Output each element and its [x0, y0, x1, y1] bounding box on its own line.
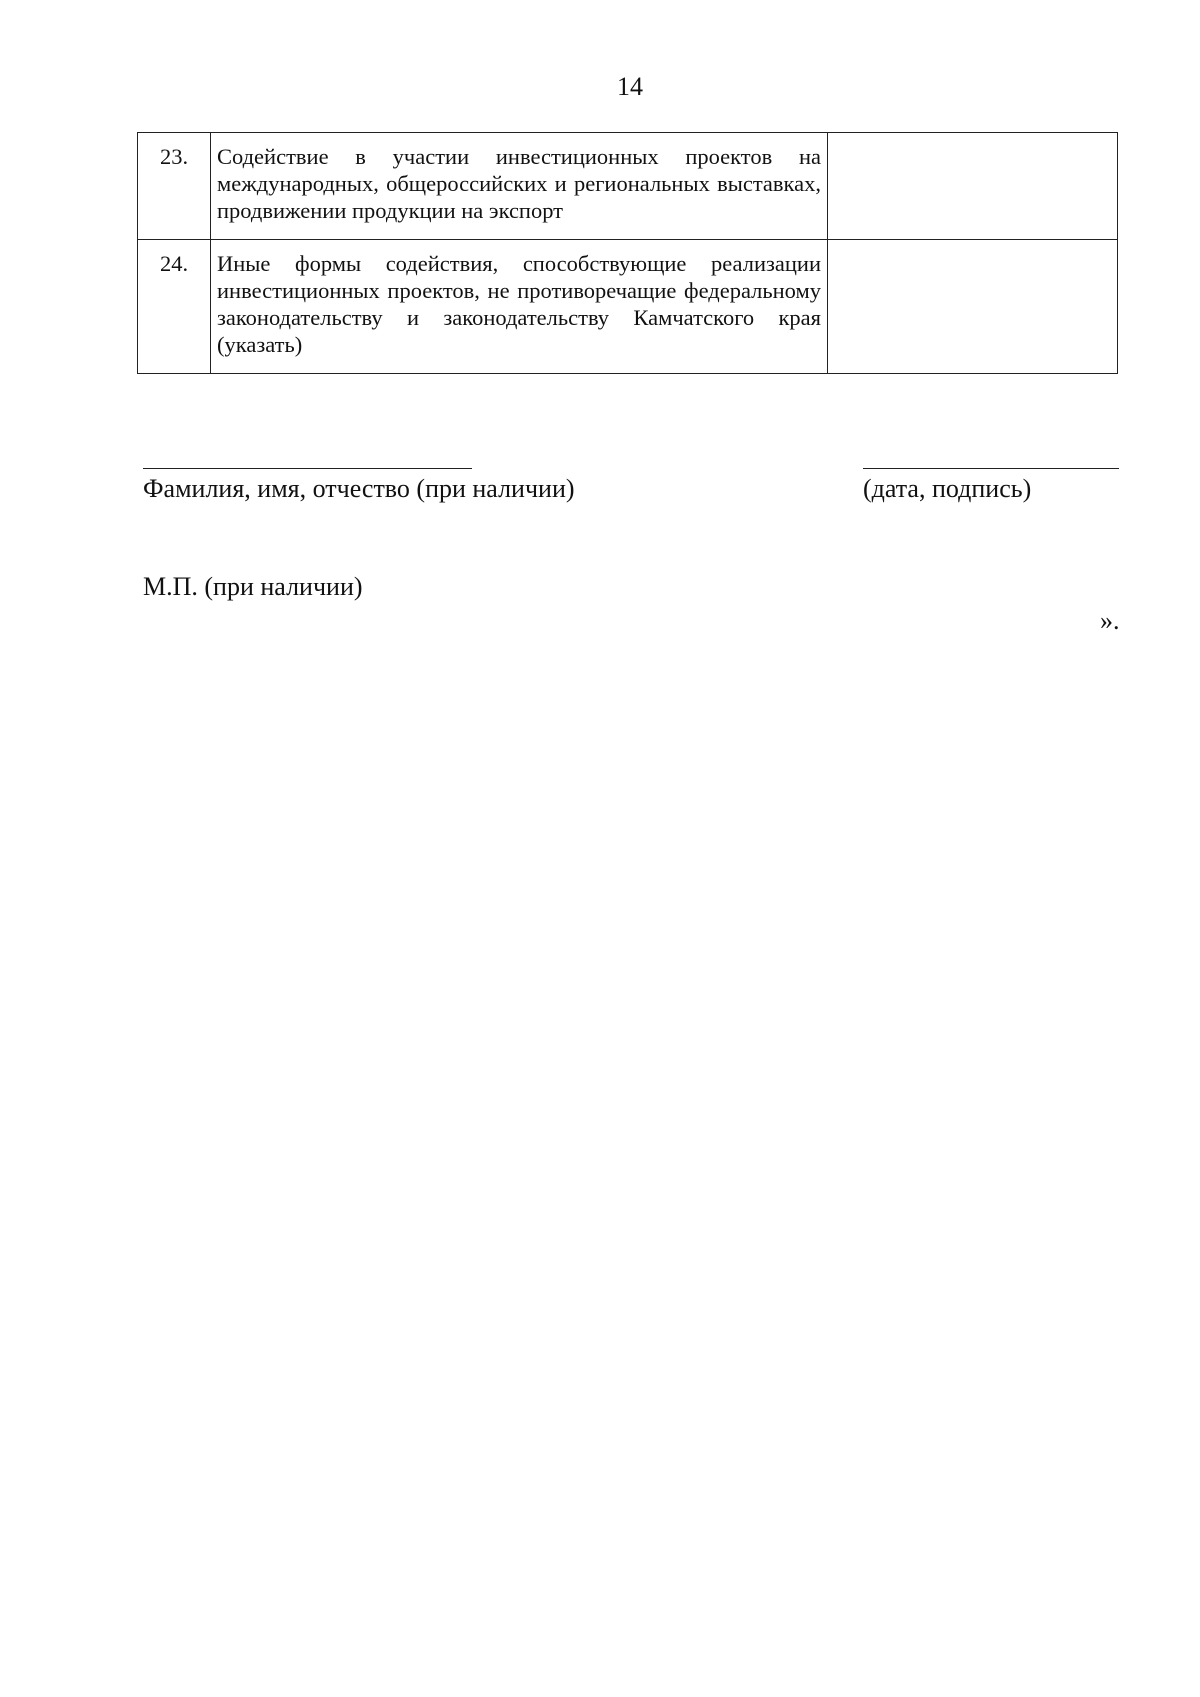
- row-description: Иные формы содействия, способствующие реализации инвестиционных проектов, не противоречащие федеральному законодательству и законодательству Камчатского края (указать): [211, 240, 828, 374]
- assistance-table: [137, 132, 1118, 374]
- page-number: 14: [617, 72, 643, 101]
- table-row: [138, 133, 1118, 240]
- closing-quote-mark: ».: [1100, 606, 1120, 635]
- row-number: 23.: [138, 133, 211, 240]
- date-signature-caption: (дата, подпись): [863, 474, 1032, 503]
- row-value-cell: [828, 133, 1118, 240]
- date-signature-line: [863, 468, 1119, 469]
- table-row: [138, 240, 1118, 374]
- name-signature-line: [143, 468, 472, 469]
- name-caption: Фамилия, имя, отчество (при наличии): [143, 474, 575, 503]
- stamp-caption: М.П. (при наличии): [143, 572, 363, 601]
- row-number: 24.: [138, 240, 211, 374]
- row-value-cell: [828, 240, 1118, 374]
- row-description: Содействие в участии инвестиционных проектов на международных, общероссийских и региональных выставках, продвижении продукции на экспорт: [211, 133, 828, 240]
